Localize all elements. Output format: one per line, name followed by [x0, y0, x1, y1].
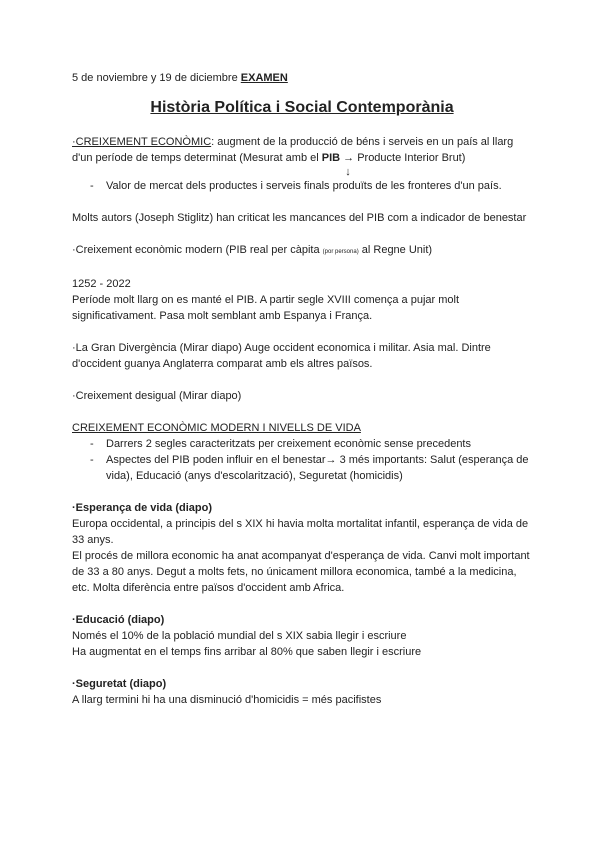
esperanca-text-2: El procés de millora economic ha anat acompanyat d'esperança de vida. Canvi molt important de 33 a 80 anys. Degut a molts fets, no únicament millora economica, també a la medicina, etc. Molta diferència entre països d'occident amb Africa.: [72, 550, 530, 594]
educacio-text-2: Ha augmentat en el temps fins arribar al 80% que saben llegir i escriure: [72, 646, 422, 658]
list-item: - Valor de mercat dels productes i serveis finals produïts de les fronteres d'un país.: [72, 178, 532, 194]
small-note: (por persona): [322, 249, 359, 255]
section-bullets: [72, 436, 532, 484]
years-paragraph: Període molt llarg on es manté el PIB. A partir segle XVIII comença a pujar molt significativament. Pasa molt semblant amb Espanya i França.: [72, 294, 460, 322]
pib-bullets: [72, 178, 532, 194]
creixement-desigual-line: ·Creixement desigual (Mirar diapo): [72, 390, 242, 402]
exam-label: EXAMEN: [240, 72, 288, 84]
educacio-text-1: Només el 10% de la població mundial del s XIX sabia llegir i escriure: [72, 630, 407, 642]
exam-dates: [72, 70, 532, 86]
seguretat-heading: [72, 676, 532, 692]
definition-text: : augment de la producció de béns i serveis en un país al llarg d'un període de temps determinat (Mesurat amb el: [72, 136, 514, 164]
creixement-definition: [72, 134, 532, 166]
line-text-end: al Regne Unit): [358, 244, 433, 256]
dates-text: 5 de noviembre y 19 de diciembre: [72, 72, 241, 84]
list-item: - Aspectes del PIB poden influir en el benestar→ 3 més importants: Salut (esperança de vida), Educació (anys d'escolarització), Seguretat (homicidis): [72, 452, 532, 484]
gran-divergencia-paragraph: ·La Gran Divergència (Mirar diapo) Auge occident economica i militar. Asia mal. Dintre d'occident guanya Anglaterra comparat amb els altres països.: [72, 342, 491, 370]
line-text: ·Creixement econòmic modern (PIB real per càpita: [72, 244, 323, 256]
list-item: - Darrers 2 segles caracteritzats per creixement econòmic sense precedents: [72, 436, 532, 452]
term-label: ·CREIXEMENT ECONÒMIC: [72, 136, 212, 148]
down-arrow-icon: ↓: [345, 166, 351, 178]
document-page: [72, 70, 532, 708]
heading-text: ·Esperança de vida (diapo): [72, 502, 212, 514]
educacio-heading: [72, 612, 532, 628]
section-heading: CREIXEMENT ECONÒMIC MODERN I NIVELLS DE VIDA: [72, 422, 361, 434]
esperanca-heading: [72, 500, 532, 516]
heading-text: ·Seguretat (diapo): [72, 678, 167, 690]
definition-text-end: → Producte Interior Brut): [340, 152, 466, 164]
seguretat-text-1: A llarg termini hi ha una disminució d'homicidis = més pacifistes: [72, 694, 382, 706]
esperanca-text-1: Europa occidental, a principis del s XIX hi havia molta mortalitat infantil, esperança de vida de 33 anys.: [72, 518, 529, 546]
heading-text: ·Educació (diapo): [72, 614, 165, 626]
stiglitz-paragraph: Molts autors (Joseph Stiglitz) han criticat les mancances del PIB com a indicador de benestar: [72, 212, 527, 224]
years-range: 1252 - 2022: [72, 278, 131, 290]
creixement-modern-line: [72, 242, 532, 260]
document-title: Història Política i Social Contemporània: [150, 99, 454, 116]
pib-term: PIB: [321, 152, 341, 164]
